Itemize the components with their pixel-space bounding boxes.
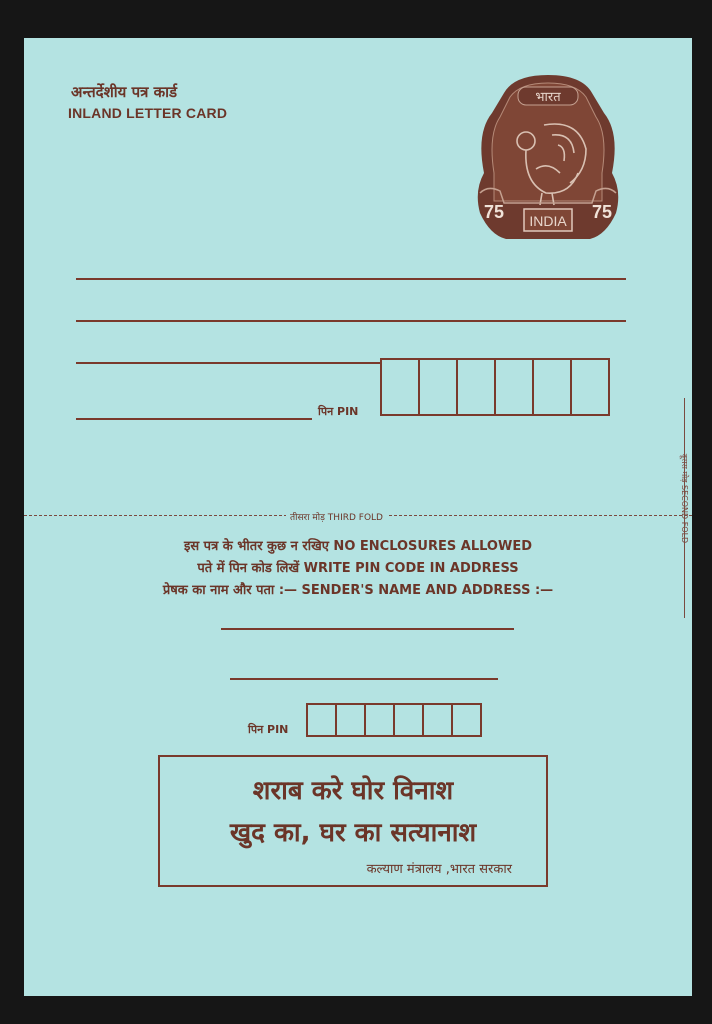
- card-title-hindi: अन्तर्देशीय पत्र कार्ड: [71, 83, 178, 101]
- slogan-line-2: खुद का, घर का सत्यानाश: [229, 818, 477, 848]
- address-line-1: [76, 278, 626, 280]
- instruction-sender: प्रेषक का नाम और पता :— SENDER'S NAME AND ADDRESS :—: [162, 583, 554, 598]
- stamp-country: INDIA: [529, 213, 567, 229]
- instruction-no-enclosures: इस पत्र के भीतर कुछ न रखिए NO ENCLOSURES ALLOWED: [183, 539, 532, 554]
- address-pin-label: पिन PIN: [318, 405, 359, 418]
- address-line-3: [76, 362, 381, 364]
- third-fold-label: तीसरा मोड़ THIRD FOLD: [286, 510, 387, 523]
- instruction-pin-code: पते में पिन कोड लिखें WRITE PIN CODE IN ADDRESS: [197, 561, 519, 576]
- slogan-box: [158, 755, 548, 887]
- stamp-script-label: भारत: [535, 90, 561, 105]
- inland-letter-card: [24, 38, 692, 996]
- address-line-4: [76, 418, 312, 420]
- card-title-english: INLAND LETTER CARD: [68, 105, 228, 121]
- slogan-credit: कल्याण मंत्रालय ,भारत सरकार: [366, 862, 512, 877]
- stamp-value-right: 75: [591, 202, 613, 222]
- address-pin-boxes: [380, 358, 610, 416]
- postage-stamp: [474, 73, 622, 243]
- address-line-2: [76, 320, 626, 322]
- sender-line-1: [221, 628, 514, 630]
- sender-pin-label: पिन PIN: [248, 723, 289, 736]
- second-fold-label: दूसरा मोड़ SECOND FOLD: [680, 453, 690, 544]
- sender-pin-boxes: [306, 703, 482, 737]
- stamp-value-left: 75: [483, 202, 505, 222]
- slogan-line-1: शराब करे घोर विनाश: [252, 776, 454, 806]
- sender-line-2: [230, 678, 498, 680]
